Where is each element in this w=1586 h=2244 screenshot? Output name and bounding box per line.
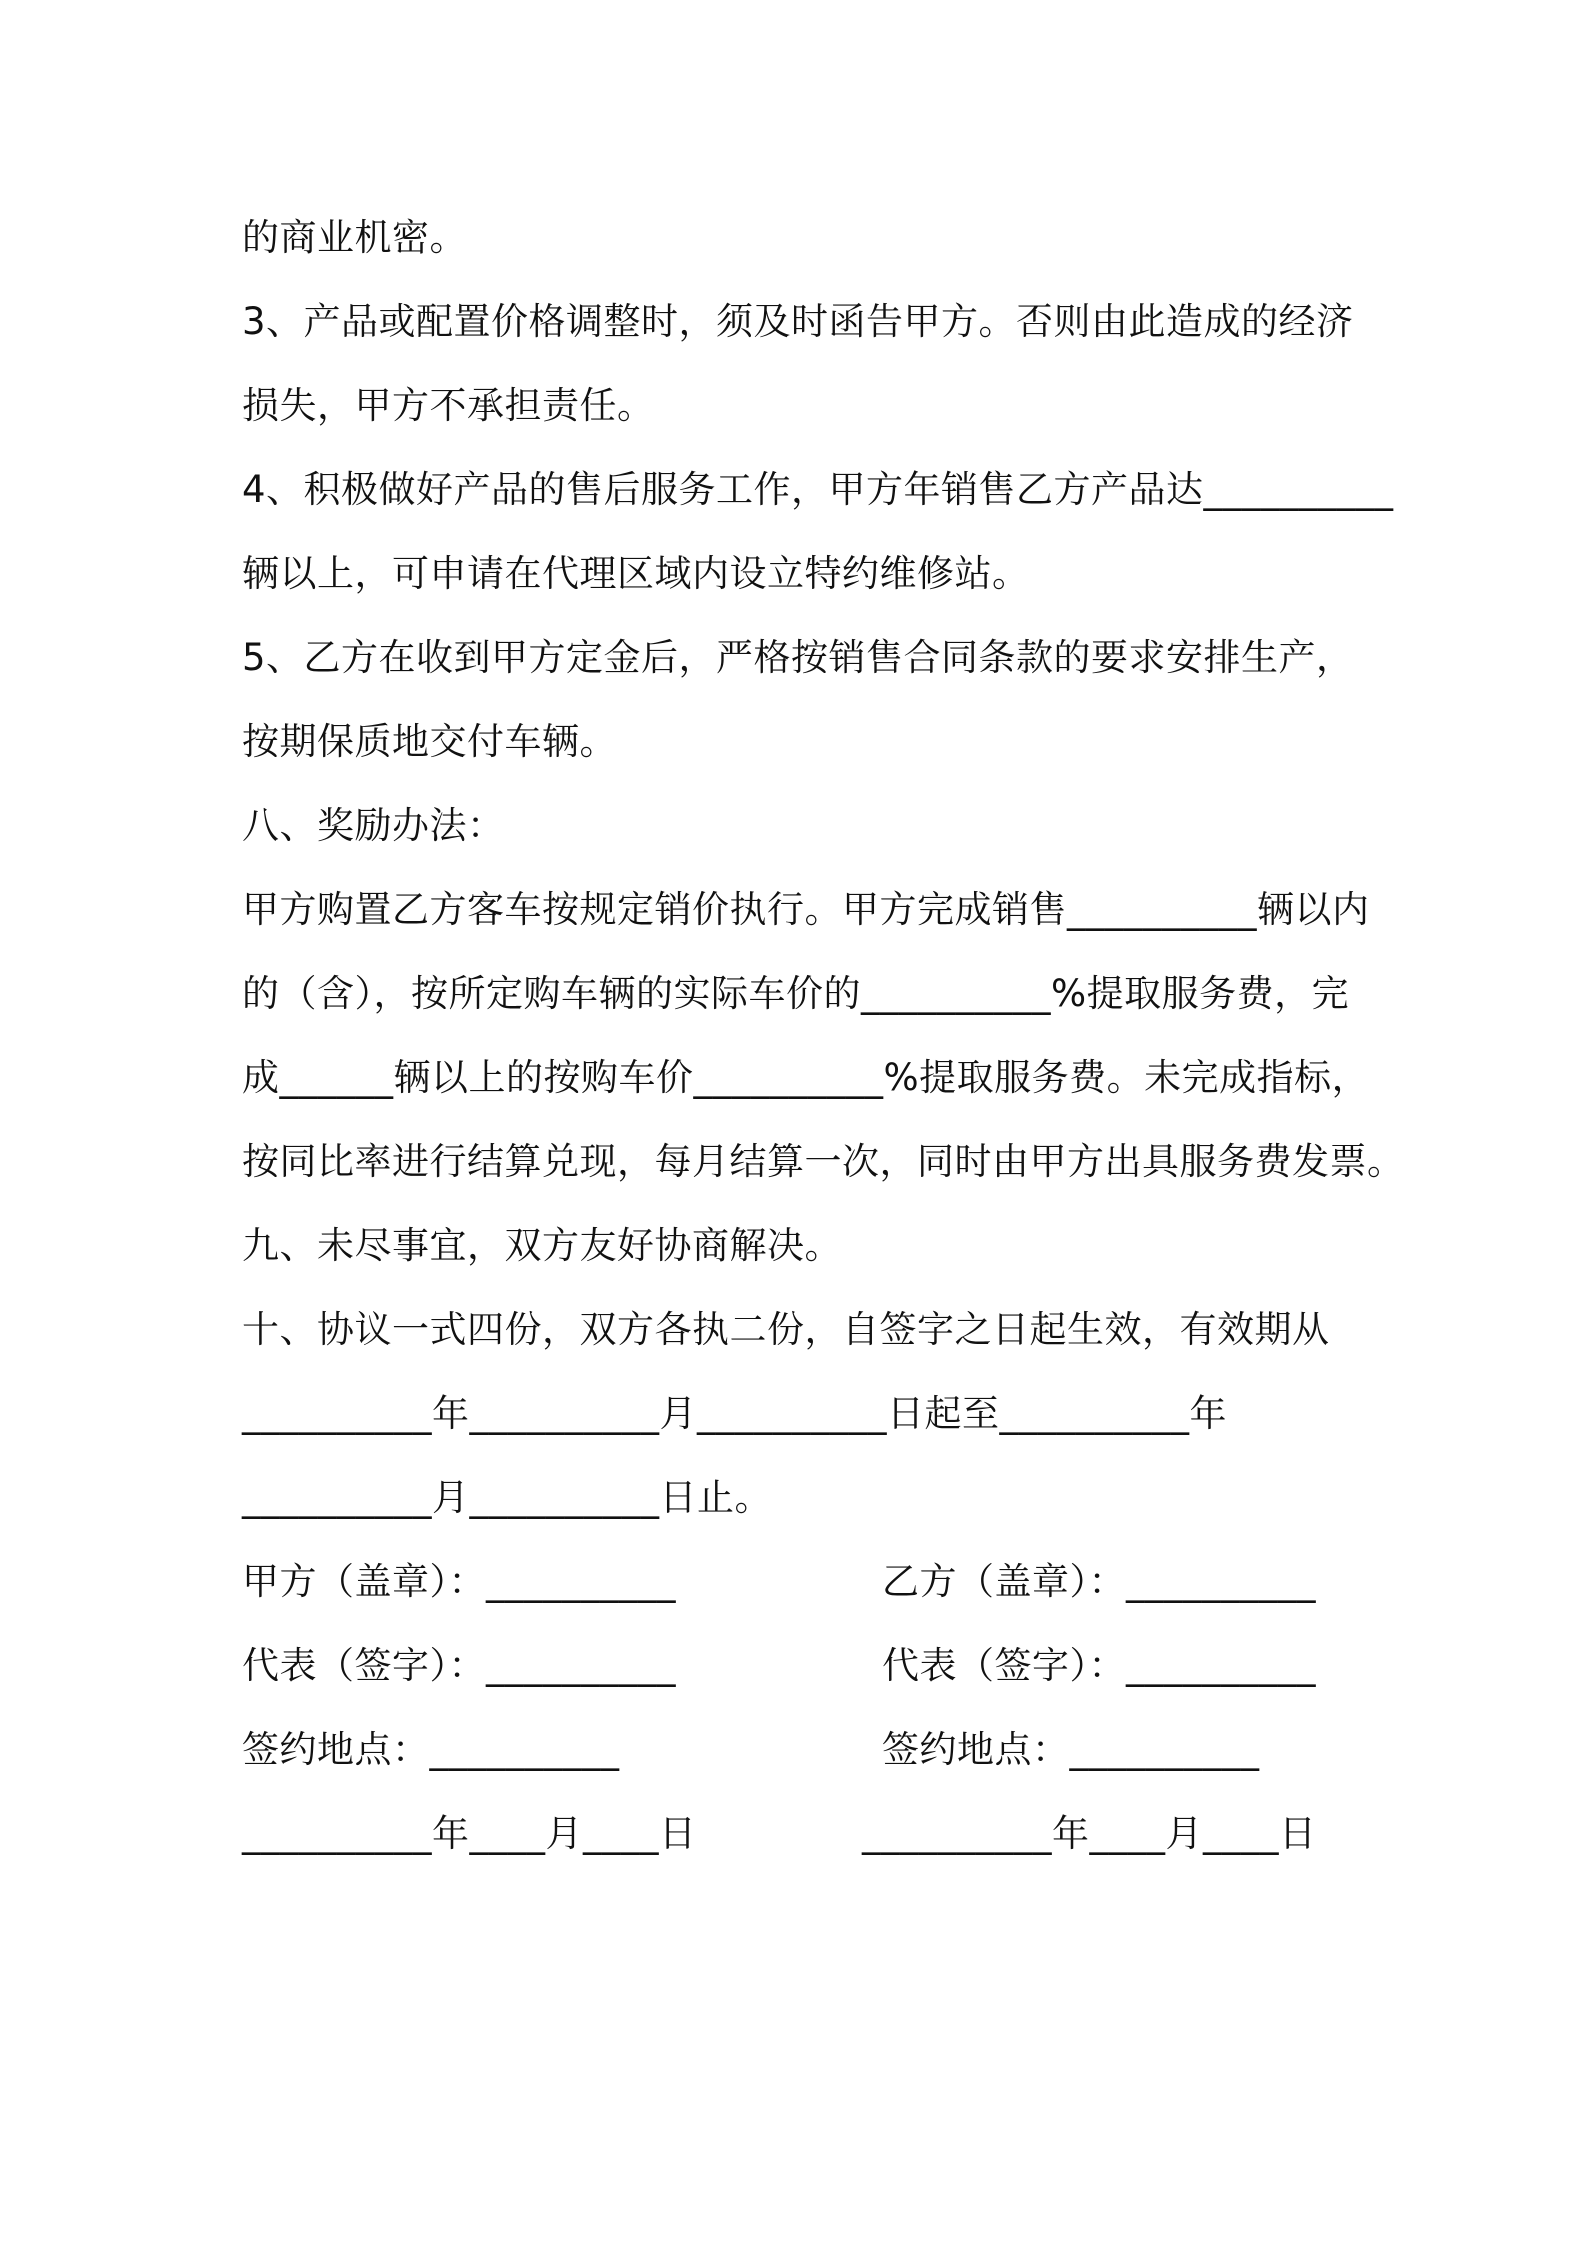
text-line-clause-5-cont: 按期保质地交付车辆。: [242, 720, 617, 763]
text-line-rewards-1: 甲方购置乙方客车按规定销价执行。甲方完成销售__________辆以内: [242, 888, 1370, 931]
party-b-seal: 乙方（盖章）：__________: [882, 1560, 1316, 1603]
party-b-signing-place: 签约地点：__________: [882, 1728, 1260, 1771]
signature-row-representative: [242, 1624, 1362, 1708]
text-line-clause-3: 3、产品或配置价格调整时，须及时函告甲方。否则由此造成的经济: [242, 300, 1354, 343]
text-line-clause-5: 5、乙方在收到甲方定金后，严格按销售合同条款的要求安排生产，: [242, 636, 1354, 679]
text-line-clause-4-cont: 辆以上，可申请在代理区域内设立特约维修站。: [242, 552, 1030, 595]
text-line-rewards-2: 的（含），按所定购车辆的实际车价的__________%提取服务费，完: [242, 972, 1350, 1015]
party-a-signing-place: 签约地点：__________: [242, 1728, 620, 1771]
signature-row-seal: [242, 1540, 1362, 1624]
section-heading-misc: 九、未尽事宜，双方友好协商解决。: [242, 1224, 842, 1267]
section-heading-copies: 十、协议一式四份，双方各执二份，自签字之日起生效，有效期从: [242, 1308, 1330, 1351]
text-line-clause-4: 4、积极做好产品的售后服务工作，甲方年销售乙方产品达__________: [242, 468, 1394, 511]
section-heading-rewards: 八、奖励办法：: [242, 804, 505, 847]
text-line-rewards-4: 按同比率进行结算兑现，每月结算一次，同时由甲方出具服务费发票。: [242, 1140, 1405, 1183]
party-a-representative: 代表（签字）：__________: [242, 1644, 676, 1687]
text-line-validity-2: __________月__________日止。: [242, 1476, 772, 1519]
contract-page: [242, 196, 1405, 1876]
signature-row-place: [242, 1708, 1362, 1792]
text-line-validity-1: __________年__________月__________日起至__________年: [242, 1392, 1227, 1435]
party-a-seal: 甲方（盖章）：__________: [242, 1560, 676, 1603]
text-line-clause-3-cont: 损失，甲方不承担责任。: [242, 384, 655, 427]
party-b-date: __________年____月____日: [862, 1812, 1317, 1855]
party-a-date: __________年____月____日: [242, 1812, 697, 1855]
text-line-trade-secret: 的商业机密。: [242, 216, 467, 259]
signature-row-date: [242, 1792, 1362, 1876]
text-line-rewards-3: 成______辆以上的按购车价__________%提取服务费。未完成指标，: [242, 1056, 1370, 1099]
party-b-representative: 代表（签字）：__________: [882, 1644, 1316, 1687]
